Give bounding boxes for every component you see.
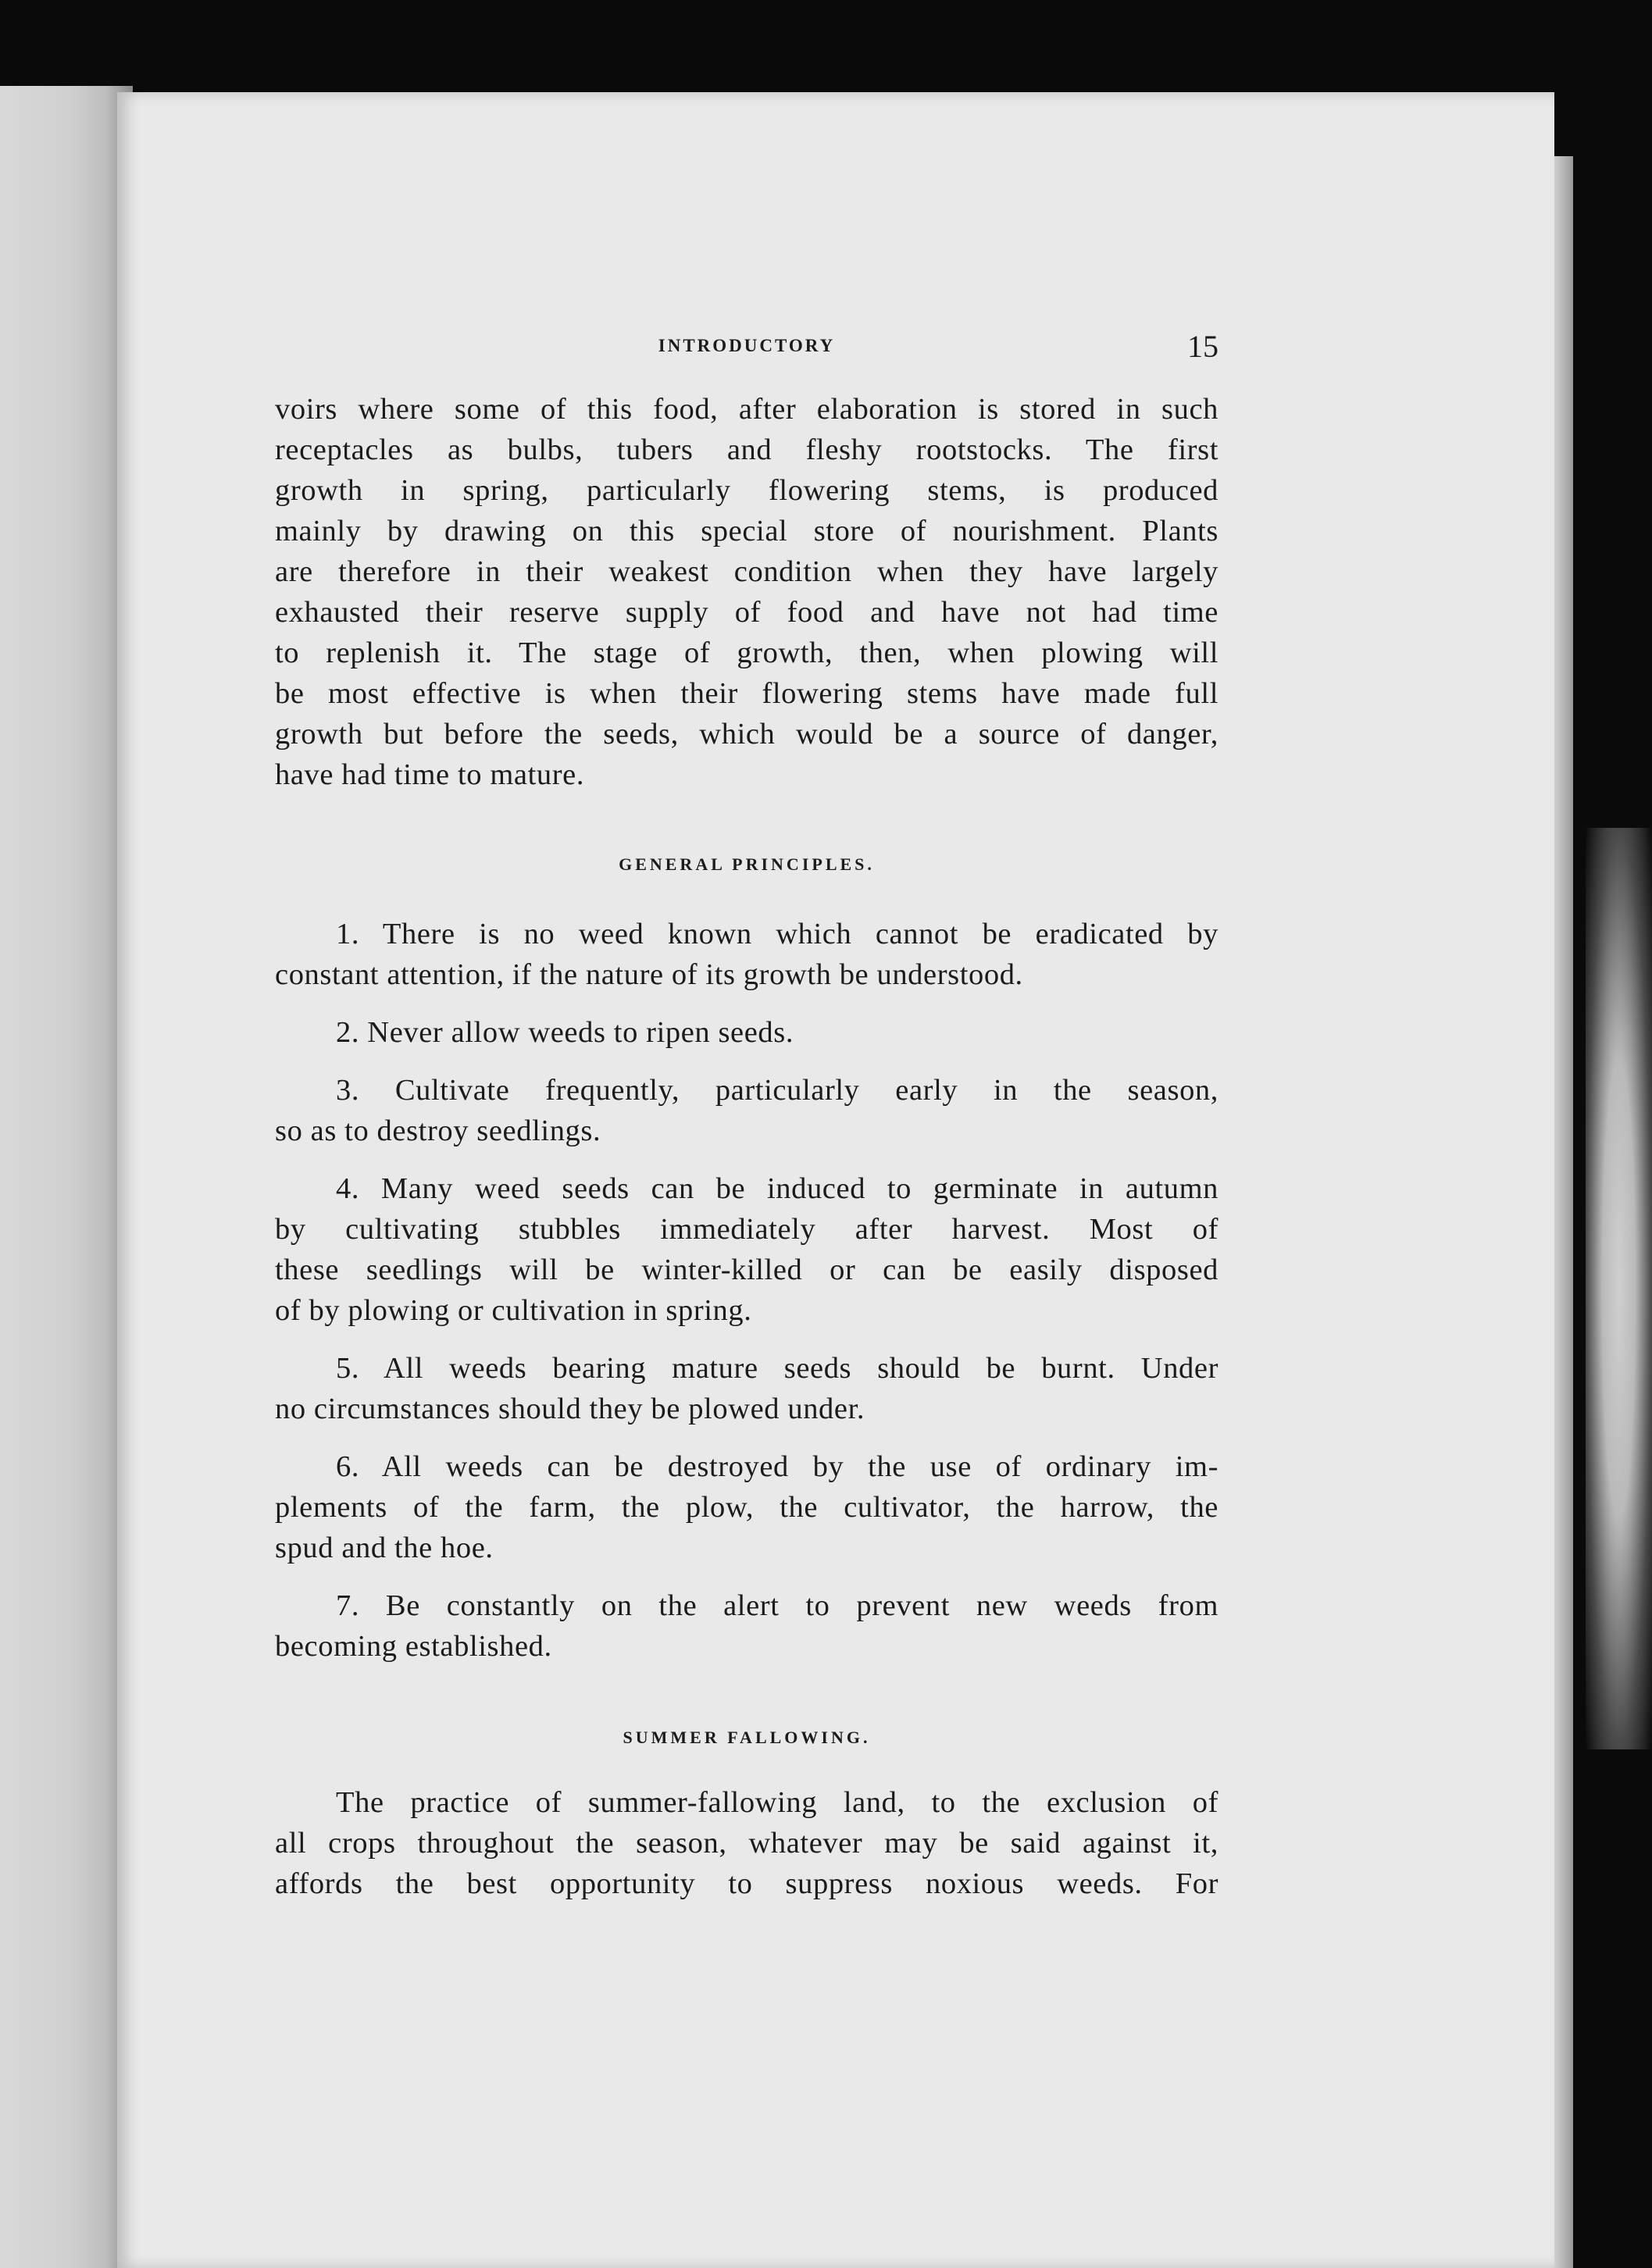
facing-page-edge: [0, 86, 133, 2268]
text-line: 4. Many weed seeds can be induced to germinate in autumn: [336, 1172, 1218, 1205]
text-line: spud and the hoe.: [275, 1532, 494, 1564]
page-number: 15: [1187, 329, 1218, 364]
running-head: [275, 328, 1218, 375]
principle-item-4: [275, 1168, 1218, 1331]
principle-item-2: [275, 1012, 1218, 1053]
intro-paragraph: [275, 389, 1218, 795]
summer-fallowing-paragraph: [275, 1782, 1218, 1904]
section-heading-summer-fallowing: SUMMER FALLOWING.: [623, 1728, 871, 1747]
page-stack-edge: [1554, 156, 1573, 2268]
text-line: no circumstances should they be plowed under.: [275, 1393, 865, 1425]
text-line: be most effective is when their flowering stems have made full: [275, 677, 1218, 710]
principle-item-7: [275, 1585, 1218, 1667]
text-line: by cultivating stubbles immediately after harvest. Most of: [275, 1213, 1218, 1246]
text-line: 3. Cultivate frequently, particularly early in the season,: [336, 1074, 1218, 1107]
text-line: becoming established.: [275, 1630, 552, 1663]
text-line: 7. Be constantly on the alert to prevent new weeds from: [336, 1589, 1218, 1622]
principle-item-6: [275, 1446, 1218, 1568]
text-line: mainly by drawing on this special store of nourishment. Plants: [275, 515, 1218, 547]
text-line: all crops throughout the season, whatever may be said against it,: [275, 1827, 1218, 1860]
running-title: INTRODUCTORY: [658, 336, 836, 355]
principle-item-1: [275, 914, 1218, 995]
text-line: 6. All weeds can be destroyed by the use of ordinary im-: [336, 1450, 1218, 1483]
section-heading-general-principles: GENERAL PRINCIPLES.: [619, 854, 875, 874]
text-line: 2. Never allow weeds to ripen seeds.: [336, 1016, 794, 1049]
text-line: have had time to mature.: [275, 758, 585, 791]
principle-item-5: [275, 1348, 1218, 1429]
text-line: to replenish it. The stage of growth, then, when plowing will: [275, 637, 1218, 669]
text-line: 5. All weeds bearing mature seeds should be burnt. Under: [336, 1352, 1218, 1385]
text-line: affords the best opportunity to suppress noxious weeds. For: [275, 1867, 1218, 1900]
text-line: growth in spring, particularly flowering stems, is produced: [275, 474, 1218, 507]
text-line: are therefore in their weakest condition when they have largely: [275, 555, 1218, 588]
text-line: so as to destroy seedlings.: [275, 1114, 601, 1147]
principle-item-3: [275, 1070, 1218, 1151]
text-line: The practice of summer-fallowing land, to the exclusion of: [336, 1786, 1218, 1819]
text-line: constant attention, if the nature of its growth be understood.: [275, 958, 1023, 991]
text-line: voirs where some of this food, after elaboration is stored in such: [275, 393, 1218, 426]
scanner-glare: [1586, 828, 1652, 1749]
text-line: 1. There is no weed known which cannot be eradicated by: [336, 918, 1218, 950]
text-line: receptacles as bulbs, tubers and fleshy rootstocks. The first: [275, 433, 1218, 466]
text-line: growth but before the seeds, which would be a source of danger,: [275, 718, 1218, 751]
text-line: exhausted their reserve supply of food and have not had time: [275, 596, 1218, 629]
text-line: of by plowing or cultivation in spring.: [275, 1294, 752, 1327]
text-line: plements of the farm, the plow, the cultivator, the harrow, the: [275, 1491, 1218, 1524]
text-line: these seedlings will be winter-killed or can be easily disposed: [275, 1253, 1218, 1286]
page-text-block: [275, 328, 1218, 1904]
